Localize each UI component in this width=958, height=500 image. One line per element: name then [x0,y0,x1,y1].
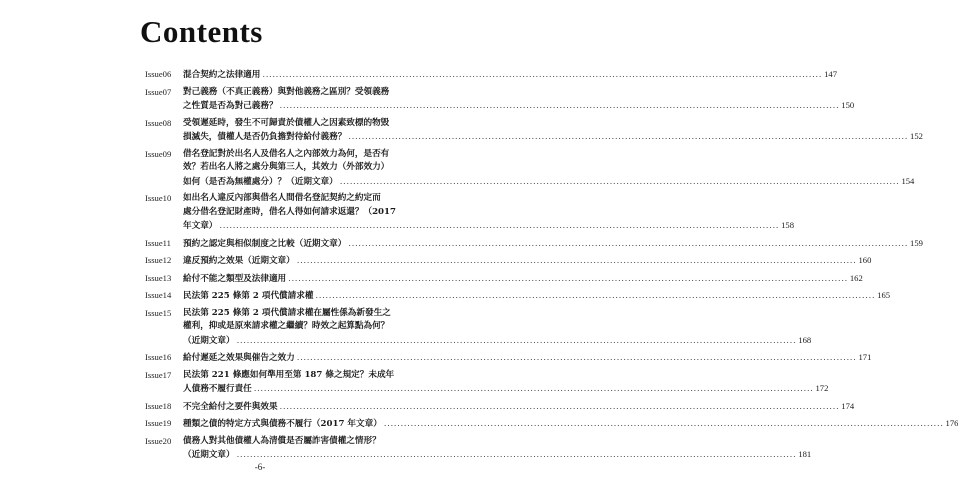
page-ref: 152 [910,131,923,141]
issue-number: Issue08 [145,117,172,128]
entry-line [183,148,407,162]
page-number: -6- [254,462,266,472]
dot-leader [254,383,814,397]
dot-leader [280,100,840,114]
entry-title-text: 預約之認定與相似制度之比較（近期文章） [183,238,347,249]
toc-entry[interactable] [145,351,872,366]
issue-number: Issue18 [145,400,172,411]
issue-number: Issue15 [145,307,172,318]
entry-body [183,289,891,304]
page-ref: 181 [798,449,812,459]
entry-title-text: 處分借名登記財產時，借名人得如何請求返還？（2017 [183,206,396,217]
page-ref: 154 [901,175,915,186]
entry-line [183,334,812,349]
entry-body [183,351,872,366]
entry-line [183,161,407,175]
entry-line [183,351,872,366]
toc-entry[interactable] [145,237,923,252]
toc-entry[interactable] [145,86,855,114]
dot-leader [297,352,857,366]
entry-body [183,192,795,234]
table-of-contents [145,68,958,466]
entry-title-text: （近期文章） [183,335,235,346]
entry-title-text: 不完全給付之要件與效果 [183,401,278,412]
entry-title-text: 民法第 225 條第 2 項代償請求權在屬性係為新發生之 [183,307,391,318]
entry-line [183,320,407,334]
toc-entry[interactable] [145,192,795,234]
dot-leader [280,401,840,415]
entry-title-text: 違反預約之效果（近期文章） [183,256,295,266]
entry-line [183,130,923,145]
dot-leader [340,176,900,190]
page-ref: 174 [841,400,855,411]
toc-entry[interactable] [145,148,915,190]
page-ref: 162 [849,272,863,283]
entry-line [183,219,795,234]
entry-title-text: 對己義務（不真正義務）與對他義務之區別？受領義務 [183,86,390,97]
dot-leader [348,238,908,252]
page-ref: 158 [781,220,795,230]
entry-line [183,99,855,114]
entry-line [183,237,923,252]
issue-number: Issue11 [145,237,171,248]
toc-entry[interactable] [145,417,958,432]
entry-line [183,417,958,432]
entry-body [183,400,855,415]
page-ref: 172 [815,383,829,393]
issue-number: Issue13 [145,272,172,283]
entry-title-text: 混合契約之法律適用 [183,70,261,80]
entry-line [183,435,407,449]
entry-body [183,86,855,114]
toc-entry[interactable] [145,307,812,349]
toc-entry[interactable] [145,68,837,83]
page-ref: 150 [841,100,855,110]
entry-body [183,254,872,269]
dot-leader [297,255,857,269]
page-ref: 159 [910,237,923,248]
page-ref: 160 [858,255,872,265]
issue-number: Issue06 [145,69,172,79]
toc-entry[interactable] [145,435,812,463]
toc-entry[interactable] [145,117,923,145]
entry-title-text: 民法第 221 條應如何準用至第 187 條之規定？未成年 [183,369,395,380]
toc-entry[interactable] [145,400,855,415]
entry-line [183,206,407,220]
dot-leader [219,220,779,234]
entry-line [183,307,407,321]
entry-body [183,68,837,83]
dot-leader [348,131,908,145]
entry-body [183,369,829,397]
entry-title-text: 人債務不履行責任 [183,384,252,394]
entry-title-text: 給付不能之類型及法律適用 [183,273,287,284]
entry-body [183,307,812,349]
entry-title-text: 債務人對其他債權人為清償是否屬詐害債權之情形？ [183,435,381,446]
entry-title-text: 權利，抑或是原來請求權之繼續？時效之起算點為何？ [183,321,390,331]
entry-line [183,68,837,83]
entry-body [183,417,958,432]
toc-entry[interactable] [145,369,829,397]
entry-line [183,448,812,463]
issue-number: Issue19 [145,418,172,428]
entry-title-text: 之性質是否為對己義務？ [183,101,278,111]
entry-line [183,86,407,100]
issue-number: Issue07 [145,86,172,97]
toc-entry[interactable] [145,289,891,304]
entry-title-text: 給付遲延之效果與催告之效力 [183,353,295,363]
issue-number: Issue16 [145,352,172,362]
entry-title-text: 如何（是否為無權處分）？（近期文章） [183,176,338,187]
entry-body [183,272,863,287]
entry-line [183,382,829,397]
entry-line [183,272,863,287]
issue-number: Issue14 [145,290,172,300]
entry-title-text: 年文章） [183,221,218,231]
entry-body [183,117,923,145]
toc-entry[interactable] [145,254,872,269]
entry-line [183,192,407,206]
entry-title-text: （近期文章） [183,450,235,460]
page-title: Contents [140,14,263,49]
dot-leader [315,290,875,304]
dot-leader [288,273,848,287]
entry-title-text: 損滅失，債權人是否仍負擔對待給付義務？ [183,132,347,142]
entry-line [183,400,855,415]
dot-leader [237,449,797,463]
page-ref: 168 [798,334,812,345]
entry-line [183,289,891,304]
issue-number: Issue20 [145,435,172,446]
dot-leader [384,418,944,432]
issue-number: Issue10 [145,193,172,203]
entry-title-text: 受領遲延時，發生不可歸責於債權人之因素致標的物毀 [183,117,390,128]
entry-line [183,254,872,269]
entry-line [183,369,407,383]
page-ref: 165 [877,290,891,300]
page-ref: 171 [858,352,872,362]
entry-body [183,435,812,463]
entry-title-text: 如出名人違反內部與借名人間借名登記契約之約定而 [183,193,381,203]
entry-title-text: 民法第 225 條第 2 項代償請求權 [183,291,314,301]
issue-number: Issue09 [145,148,172,159]
entry-title-text: 效？若出名人將之處分與第三人，其效力（外部效力） [183,162,390,172]
page-ref: 147 [824,69,837,79]
entry-body [183,237,923,252]
issue-number: Issue17 [145,369,172,380]
issue-number: Issue12 [145,255,172,265]
entry-line [183,117,407,131]
dot-leader [262,69,822,83]
entry-body [183,148,915,190]
entry-line [183,175,915,190]
toc-entry[interactable] [145,272,863,287]
entry-title-text: 種類之債的特定方式與債務不履行（2017 年文章） [183,419,382,429]
dot-leader [237,335,797,349]
entry-title-text: 借名登記對於出名人及借名人之內部效力為何，是否有 [183,148,390,159]
page-ref: 176 [945,418,958,428]
